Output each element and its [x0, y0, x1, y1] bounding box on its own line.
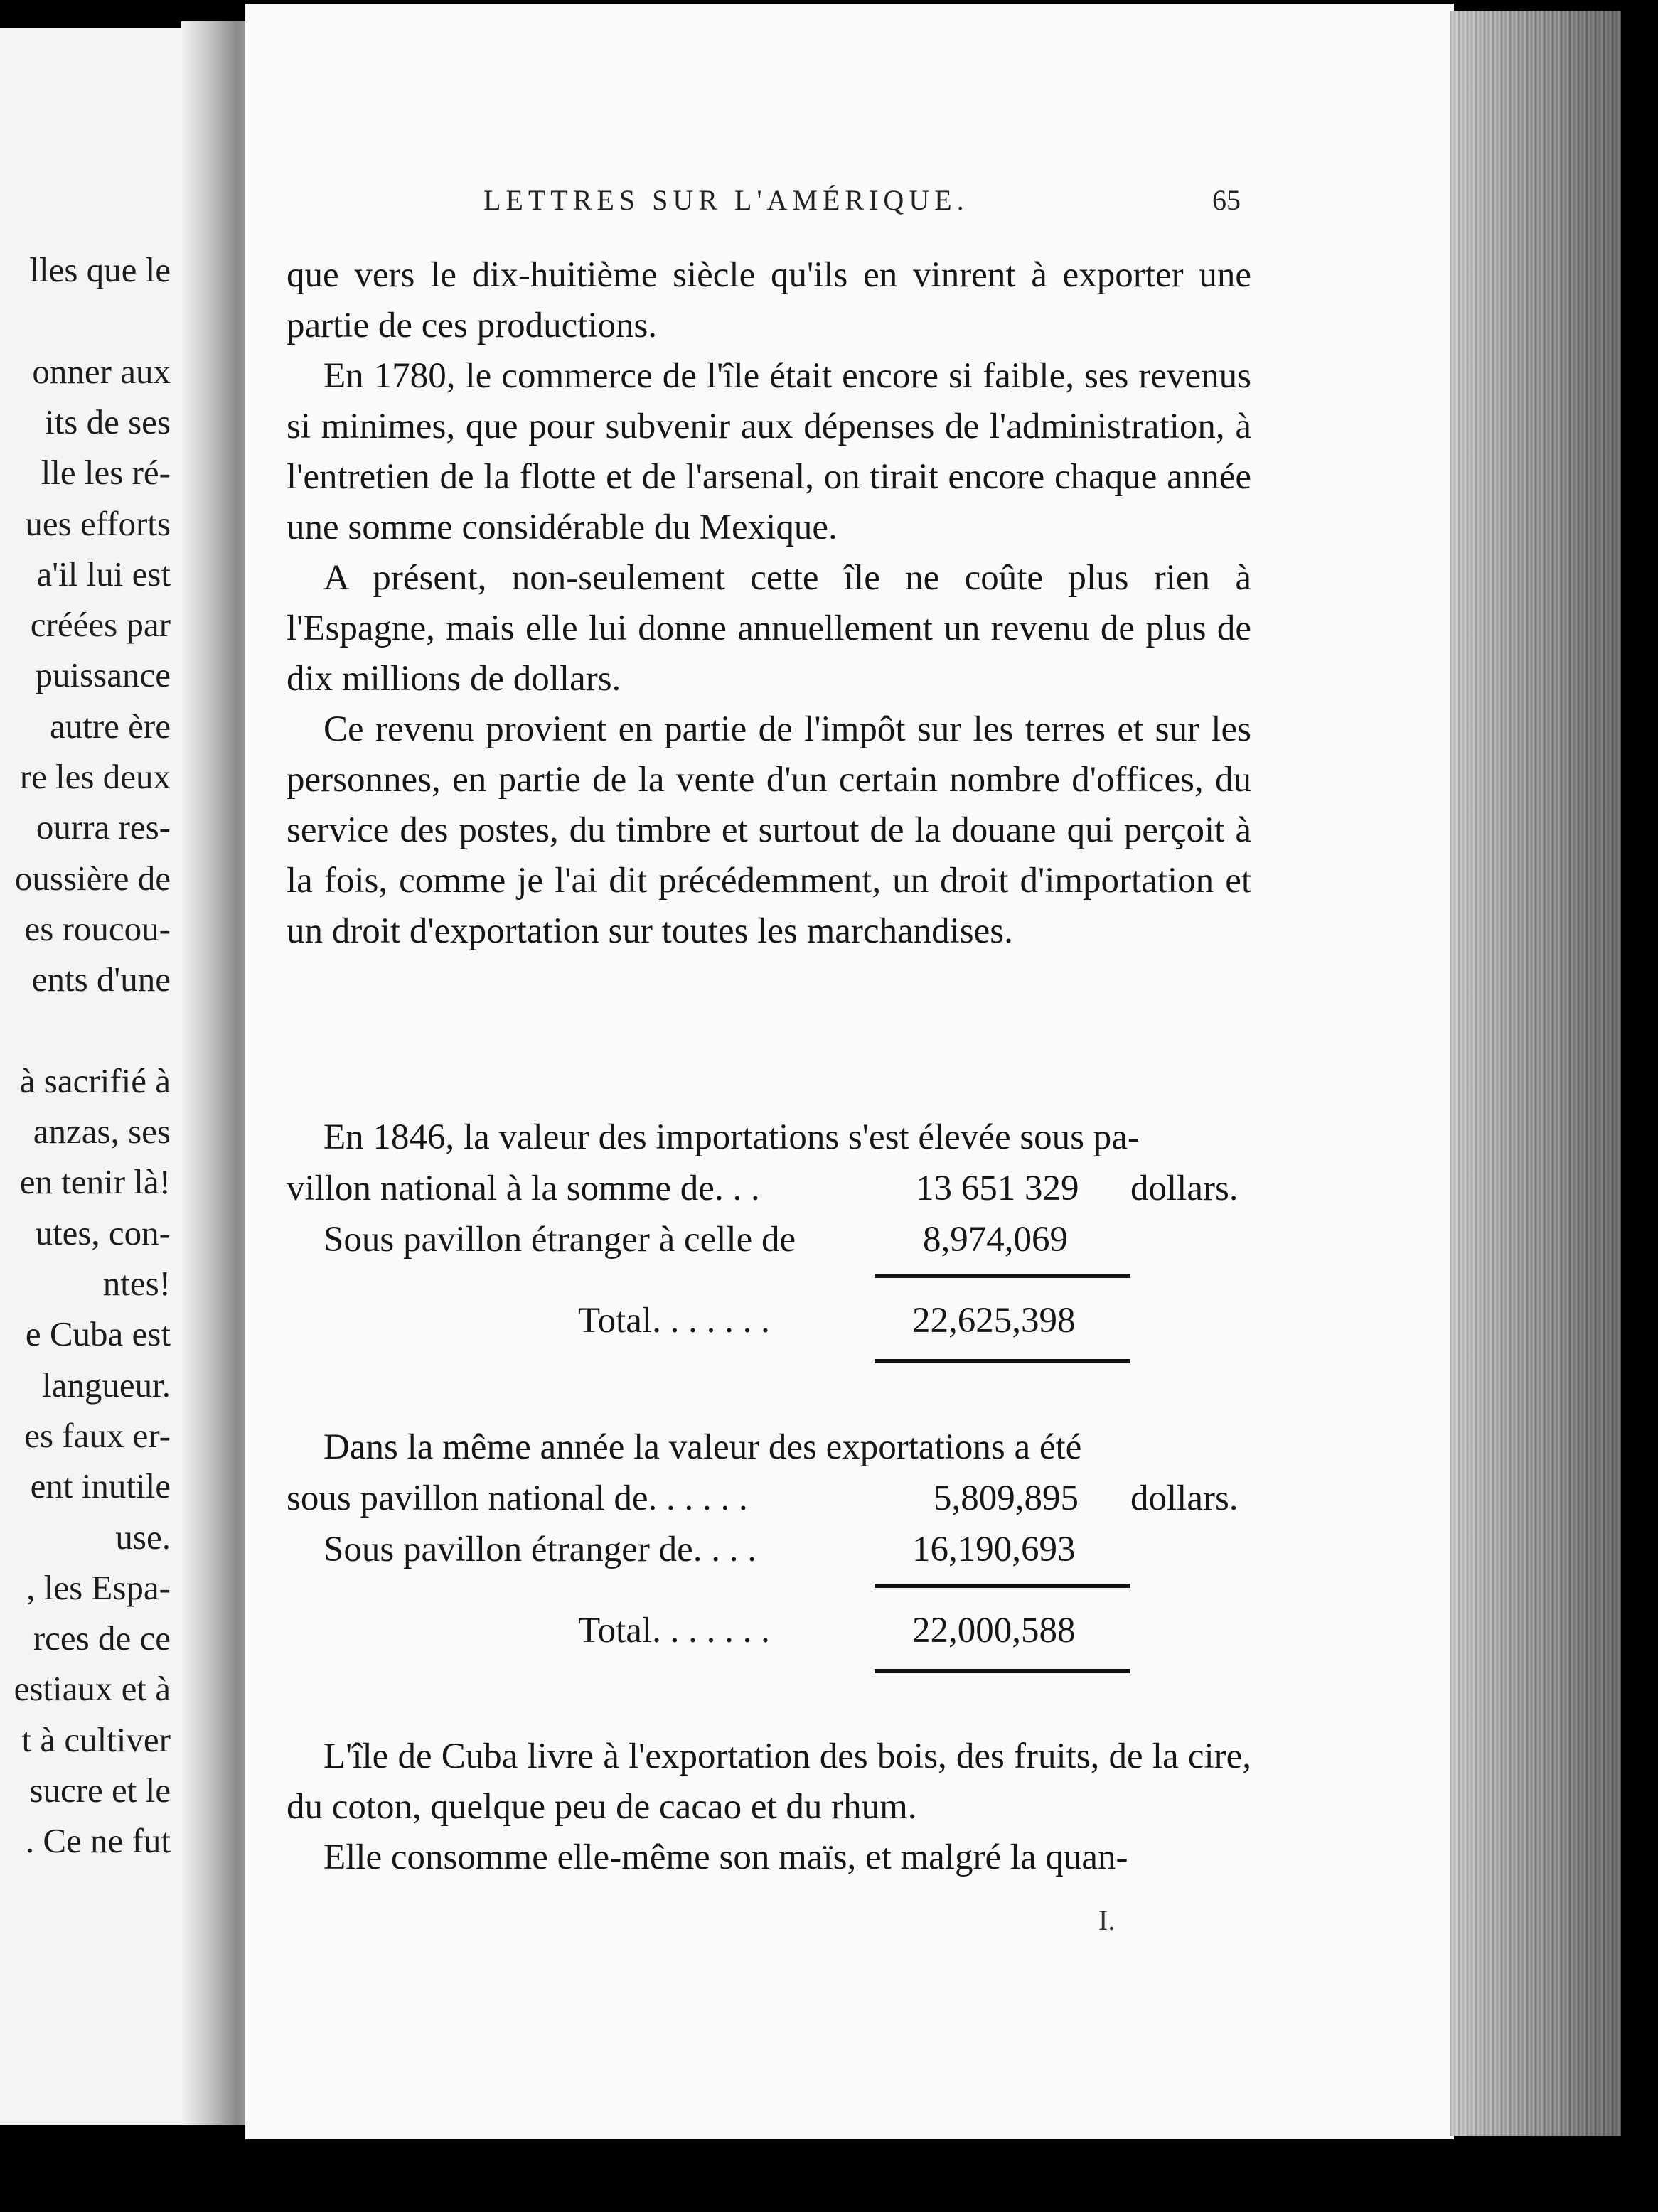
facing-page-line: t à cultiver [21, 1719, 171, 1759]
imports-national-label: villon national à la somme de. . . [287, 1169, 760, 1208]
facing-page-line: en tenir là! [19, 1162, 171, 1202]
facing-page-line: onner aux [32, 351, 171, 391]
paragraph-exports-goods: L'île de Cuba livre à l'exportation des bois, des fruits, de la cire, du coton, quelque peu de cacao et du rhum. [287, 1736, 1251, 1827]
facing-page-line: . Ce ne fut [25, 1821, 171, 1861]
imports-total-rule [875, 1359, 1130, 1363]
imports-subtotal-rule [875, 1274, 1130, 1278]
imports-foreign-label: Sous pavillon étranger à celle de [323, 1220, 796, 1260]
facing-page-line: langueur. [42, 1365, 171, 1405]
paragraph-consumption: Elle consomme elle-même son maïs, et malgré la quan- [323, 1837, 1128, 1877]
facing-page-line: anzas, ses [33, 1112, 171, 1151]
facing-page-line: oussière de [14, 858, 171, 898]
facing-page-line: créées par [30, 605, 171, 645]
exports-national-row [287, 1473, 1253, 1524]
imports-national-row [287, 1163, 1253, 1214]
signature-mark: I. [1098, 1904, 1116, 1936]
page-number: 65 [1212, 184, 1241, 216]
facing-page-line: estiaux et à [14, 1669, 171, 1709]
facing-page-line: ues efforts [25, 503, 171, 543]
imports-total-row [287, 1295, 1253, 1346]
exports-total-label: Total. . . . . . . [578, 1611, 770, 1650]
exports-total-row [287, 1605, 1253, 1656]
facing-page-line: es roucou- [24, 908, 171, 948]
exports-foreign-label: Sous pavillon étranger de. . . . [323, 1530, 757, 1569]
exports-intro-row [287, 1422, 1253, 1473]
imports-intro-row [287, 1112, 1253, 1163]
exports-foreign-value: 16,190,693 [912, 1530, 1076, 1569]
imports-total-value: 22,625,398 [912, 1301, 1076, 1341]
facing-page-line: autre ère [50, 706, 171, 746]
page-edges [1450, 11, 1621, 2136]
imports-foreign-row [287, 1214, 1253, 1265]
exports-national-label: sous pavillon national de. . . . . . [287, 1478, 748, 1518]
exports-total-value: 22,000,588 [912, 1611, 1076, 1650]
exports-national-value: 5,809,895 [934, 1478, 1079, 1518]
exports-intro: Dans la même année la valeur des exportations a été [323, 1427, 1082, 1467]
exports-subtotal-rule [875, 1584, 1130, 1588]
facing-page-line: ntes! [102, 1264, 171, 1303]
exports-unit: dollars. [1130, 1478, 1239, 1518]
facing-page-line: ourra res- [36, 807, 171, 847]
imports-intro: En 1846, la valeur des importations s'est élevée sous pa- [323, 1117, 1140, 1157]
paragraph-revenue: Ce revenu provient en partie de l'impôt sur les terres et sur les personnes, en partie de la vente d'un certain nombre d'offices, du service des postes, du timbre et surtout de la douane qui perçoit à la fois, comme je l'ai dit précédemment, un droit d'importation et un droit d'exportation sur toutes les marchandises. [287, 709, 1251, 951]
paragraph-present: A présent, non-seulement cette île ne coûte plus rien à l'Espagne, mais elle lui donne annuellement un revenu de plus de dix millions de dollars. [287, 558, 1251, 699]
facing-page-line: es faux er- [24, 1415, 171, 1455]
facing-page-line: utes, con- [35, 1213, 171, 1252]
imports-unit: dollars. [1130, 1169, 1239, 1208]
facing-page-line: rces de ce [33, 1618, 171, 1658]
facing-page-line: à sacrifié à [19, 1061, 171, 1100]
facing-page-line: a'il lui est [36, 554, 171, 594]
facing-page-line: , les Espa- [26, 1567, 171, 1607]
exports-foreign-row [287, 1524, 1253, 1575]
imports-national-value: 13 651 329 [916, 1169, 1079, 1208]
paragraph-continuation: que vers le dix-huitième siècle qu'ils en vinrent à exporter une partie de ces productions. [287, 255, 1251, 345]
imports-total-label: Total. . . . . . . [578, 1301, 770, 1341]
closing-text [287, 1732, 1251, 1883]
paragraph-1780: En 1780, le commerce de l'île était encore si faible, ses revenus si minimes, que pour subvenir aux dépenses de l'administration, à l'entretien de la flotte et de l'arsenal, on tirait encore chaque année une somme considérable du Mexique. [287, 356, 1251, 547]
facing-page-line: ent inutile [30, 1466, 171, 1506]
facing-page-line: use. [115, 1517, 171, 1557]
facing-page-line: e Cuba est [25, 1314, 171, 1354]
facing-page-line: puissance [35, 655, 171, 695]
facing-page-line: re les deux [19, 757, 171, 796]
facing-page-line: sucre et le [29, 1771, 171, 1810]
exports-total-rule [875, 1669, 1130, 1673]
body-text [287, 250, 1251, 957]
imports-foreign-value: 8,974,069 [923, 1220, 1068, 1260]
facing-page-line: lle les ré- [41, 453, 171, 493]
facing-page-line: lles que le [29, 250, 171, 289]
running-title: LETTRES SUR L'AMÉRIQUE. [483, 184, 969, 216]
facing-page-line: its de ses [45, 402, 171, 441]
facing-page-line: ents d'une [31, 960, 171, 999]
